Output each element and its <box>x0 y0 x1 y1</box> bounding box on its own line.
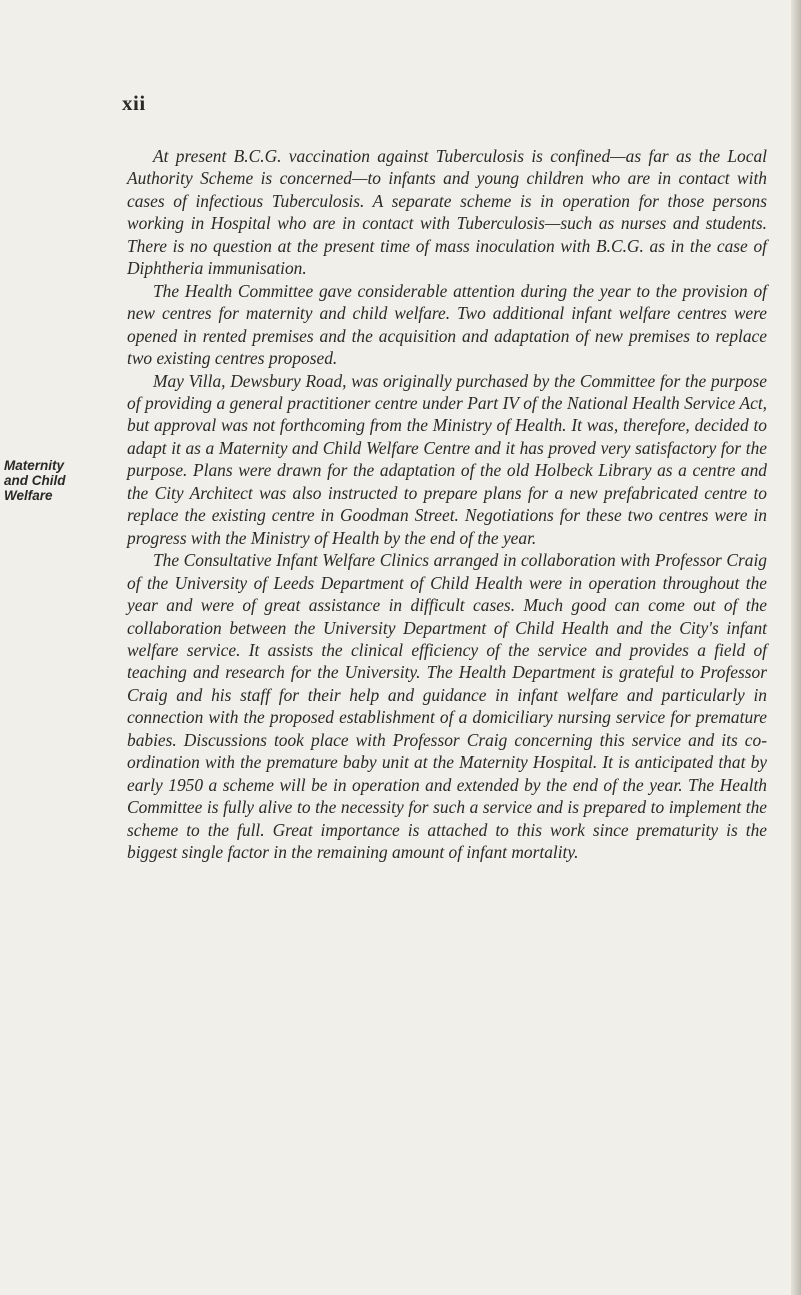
margin-heading-line: Welfare <box>4 488 53 503</box>
paragraph-may-villa: May Villa, Dewsbury Road, was originally purchased by the Committee for the purpose of providing a general practitioner centre under Part IV of the National Health Service Act, but approval was not forthcoming from the Ministry of Health. It was, therefore, decided to adapt it as a Maternity and Child Welfare Centre and it has proved very satisfactory for the purpose. Plans were drawn for the adaptation of the old Holbeck Library as a centre and the City Architect was also instructed to prepare plans for a new prefabricated centre to replace the existing centre in Goodman Street. Negotiations for these two centres were in progress with the Ministry of Health by the end of the year. <box>127 370 767 548</box>
margin-heading <box>4 458 90 503</box>
margin-heading-line: and Child <box>4 473 66 488</box>
paragraph-new-centres: The Health Committee gave considerable attention during the year to the provision of new centres for maternity and child welfare. Two additional infant welfare centres were opened in rented premises and the acquisition and adaptation of new premises to replace two existing centres proposed. <box>127 280 767 369</box>
margin-heading-line: Maternity <box>4 458 65 473</box>
paragraph-bcg-vaccination: At present B.C.G. vaccination against Tuberculosis is confined—as far as the Local Authority Scheme is concerned—to infants and young children who are in contact with cases of infectious Tuberculosis. A separate scheme is in operation for those persons working in Hospital who are in contact with Tuberculosis—such as nurses and students. There is no question at the present time of mass inoculation with B.C.G. as in the case of Diphtheria immunisation. <box>127 146 767 279</box>
body-text <box>127 145 767 864</box>
page-number: xii <box>122 91 146 115</box>
paragraph-consultative-clinics: The Consultative Infant Welfare Clinics arranged in collaboration with Professor Craig of the University of Leeds Department of Child Health were in operation throughout the year and were of great assistance in difficult cases. Much good can come out of the collaboration between the University Department of Child Health and the City's infant welfare service. It assists the clinical efficiency of the service and provides a field of teaching and research for the University. The Health Department is grateful to Professor Craig and his staff for their help and guidance in infant welfare and particularly in connection with the proposed establishment of a domiciliary nursing service for premature babies. Discussions took place with Professor Craig concerning this service and its co-ordination with the premature baby unit at the Maternity Hospital. It is anticipated that by early 1950 a scheme will be in operation and extended by the end of the year. The Health Committee is fully alive to the necessity for such a service and is prepared to implement the scheme to the full. Great importance is attached to this work since prematurity is the biggest single factor in the remaining amount of infant mortality. <box>127 550 767 863</box>
page-edge-shadow <box>791 0 801 1295</box>
